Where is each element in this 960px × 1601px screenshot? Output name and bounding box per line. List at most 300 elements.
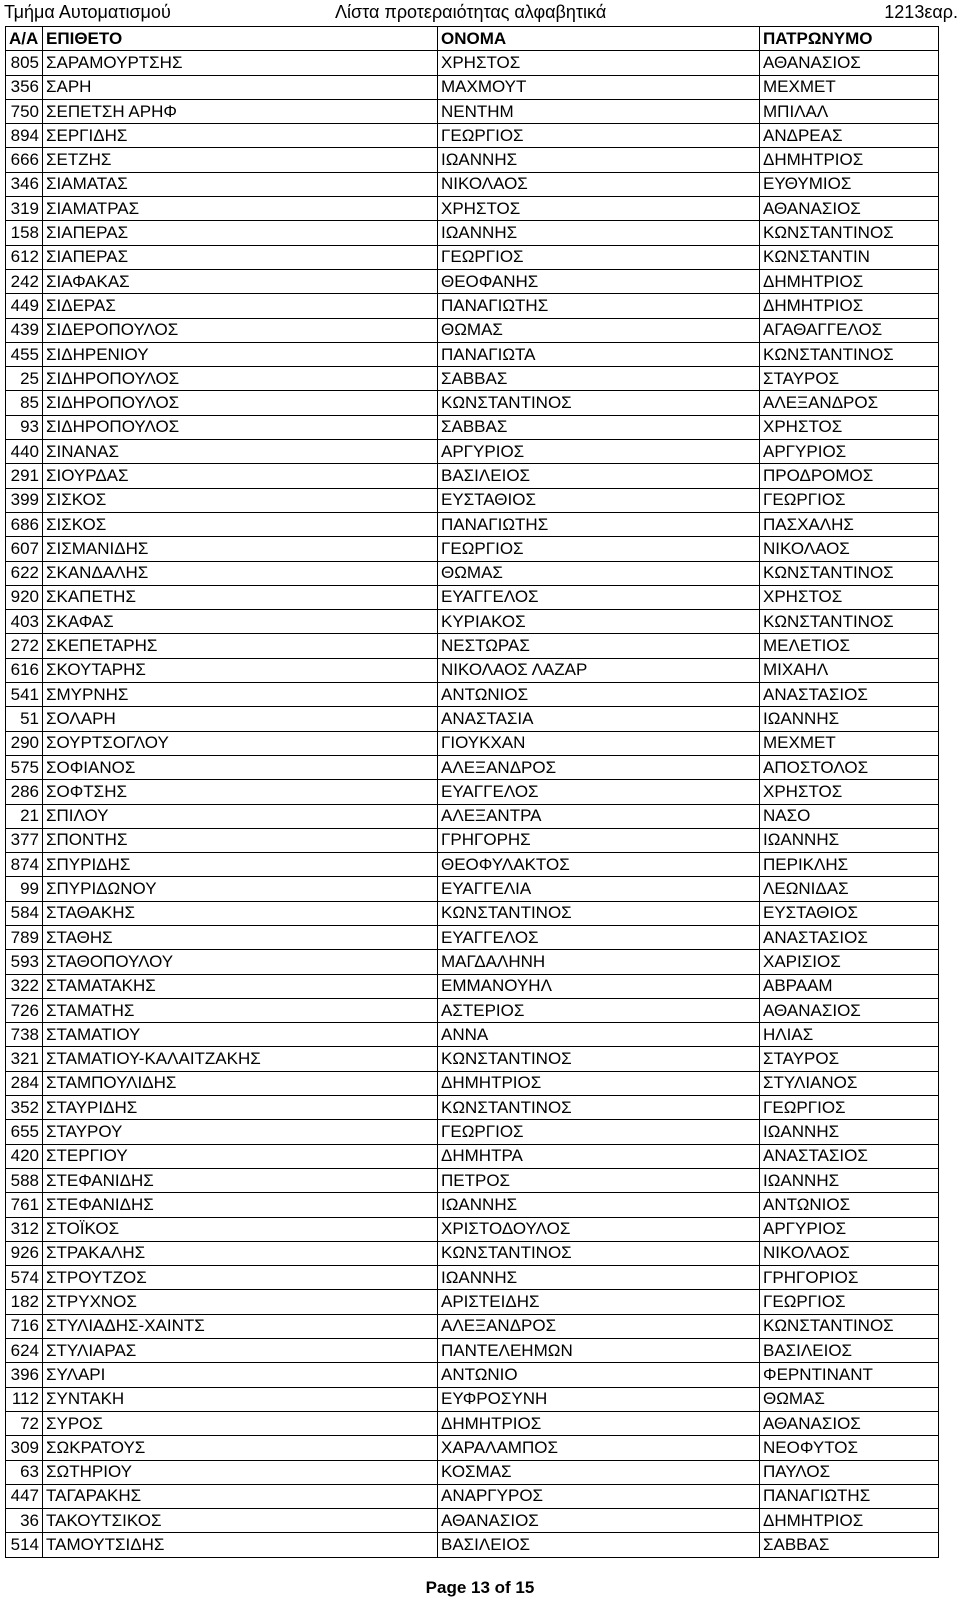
table-row bbox=[6, 1363, 939, 1387]
table-row bbox=[6, 99, 939, 123]
surname-cell: ΣΙΔΕΡΑΣ bbox=[43, 294, 438, 318]
fathers-name-cell: ΝΑΣΟ bbox=[760, 804, 939, 828]
table-row bbox=[6, 610, 939, 634]
table-row bbox=[6, 731, 939, 755]
row-number-cell: 584 bbox=[6, 901, 43, 925]
first-name-cell: ΠΑΝΑΓΙΩΤΑ bbox=[438, 342, 760, 366]
fathers-name-cell: ΔΗΜΗΤΡΙΟΣ bbox=[760, 148, 939, 172]
row-number-cell: 439 bbox=[6, 318, 43, 342]
table-row bbox=[6, 440, 939, 464]
fathers-name-cell: ΔΗΜΗΤΡΙΟΣ bbox=[760, 294, 939, 318]
row-number-cell: 396 bbox=[6, 1363, 43, 1387]
surname-cell: ΣΙΑΠΕΡΑΣ bbox=[43, 221, 438, 245]
surname-cell: ΣΩΤΗΡΙΟΥ bbox=[43, 1460, 438, 1484]
first-name-cell: ΑΣΤΕΡΙΟΣ bbox=[438, 998, 760, 1022]
first-name-cell: ΜΑΓΔΑΛΗΝΗ bbox=[438, 950, 760, 974]
first-name-cell: ΠΑΝΑΓΙΩΤΗΣ bbox=[438, 512, 760, 536]
first-name-cell: ΙΩΑΝΝΗΣ bbox=[438, 1266, 760, 1290]
surname-cell: ΣΙΟΥΡΔΑΣ bbox=[43, 464, 438, 488]
surname-cell: ΣΙΑΠΕΡΑΣ bbox=[43, 245, 438, 269]
first-name-cell: ΜΑΧΜΟΥΤ bbox=[438, 75, 760, 99]
surname-cell: ΣΟΦΤΣΗΣ bbox=[43, 780, 438, 804]
table-row bbox=[6, 1193, 939, 1217]
table-row bbox=[6, 1290, 939, 1314]
row-number-cell: 449 bbox=[6, 294, 43, 318]
surname-cell: ΣΚΟΥΤΑΡΗΣ bbox=[43, 658, 438, 682]
row-number-cell: 420 bbox=[6, 1144, 43, 1168]
first-name-cell: ΘΕΟΦΑΝΗΣ bbox=[438, 269, 760, 293]
fathers-name-cell: ΑΝΑΣΤΑΣΙΟΣ bbox=[760, 925, 939, 949]
row-number-cell: 874 bbox=[6, 853, 43, 877]
row-number-cell: 356 bbox=[6, 75, 43, 99]
table-row bbox=[6, 950, 939, 974]
row-number-cell: 112 bbox=[6, 1387, 43, 1411]
surname-cell: ΣΤΑΜΠΟΥΛΙΔΗΣ bbox=[43, 1071, 438, 1095]
fathers-name-cell: ΑΡΓΥΡΙΟΣ bbox=[760, 440, 939, 464]
row-number-cell: 85 bbox=[6, 391, 43, 415]
row-number-cell: 726 bbox=[6, 998, 43, 1022]
fathers-name-cell: ΛΕΩΝΙΔΑΣ bbox=[760, 877, 939, 901]
table-row bbox=[6, 318, 939, 342]
first-name-cell: ΑΛΕΞΑΝΔΡΟΣ bbox=[438, 755, 760, 779]
priority-list-table bbox=[5, 26, 939, 1558]
surname-cell: ΣΙΑΜΑΤΑΣ bbox=[43, 172, 438, 196]
first-name-cell: ΑΛΕΞΑΝΔΡΟΣ bbox=[438, 1314, 760, 1338]
first-name-cell: ΔΗΜΗΤΡΑ bbox=[438, 1144, 760, 1168]
table-row bbox=[6, 537, 939, 561]
table-row bbox=[6, 391, 939, 415]
row-number-cell: 612 bbox=[6, 245, 43, 269]
surname-cell: ΣΥΡΟΣ bbox=[43, 1411, 438, 1435]
surname-cell: ΣΚΕΠΕΤΑΡΗΣ bbox=[43, 634, 438, 658]
row-number-cell: 322 bbox=[6, 974, 43, 998]
first-name-cell: ΕΥΑΓΓΕΛΟΣ bbox=[438, 780, 760, 804]
fathers-name-cell: ΧΡΗΣΤΟΣ bbox=[760, 780, 939, 804]
first-name-cell: ΑΝΑΣΤΑΣΙΑ bbox=[438, 707, 760, 731]
table-header-row bbox=[6, 27, 939, 51]
surname-cell: ΣΙΣΚΟΣ bbox=[43, 512, 438, 536]
row-number-cell: 455 bbox=[6, 342, 43, 366]
surname-cell: ΣΙΑΦΑΚΑΣ bbox=[43, 269, 438, 293]
surname-cell: ΣΙΝΑΝΑΣ bbox=[43, 440, 438, 464]
first-name-cell: ΕΜΜΑΝΟΥΗΛ bbox=[438, 974, 760, 998]
row-number-cell: 622 bbox=[6, 561, 43, 585]
first-name-cell: ΔΗΜΗΤΡΙΟΣ bbox=[438, 1411, 760, 1435]
column-header-surname: ΕΠΙΘΕΤΟ bbox=[43, 27, 438, 51]
table-row bbox=[6, 1436, 939, 1460]
first-name-cell: ΝΕΝΤΗΜ bbox=[438, 99, 760, 123]
table-row bbox=[6, 1339, 939, 1363]
fathers-name-cell: ΙΩΑΝΝΗΣ bbox=[760, 707, 939, 731]
first-name-cell: ΑΛΕΞΑΝΤΡΑ bbox=[438, 804, 760, 828]
surname-cell: ΣΕΤΖΗΣ bbox=[43, 148, 438, 172]
table-row bbox=[6, 804, 939, 828]
table-row bbox=[6, 488, 939, 512]
fathers-name-cell: ΜΙΧΑΗΛ bbox=[760, 658, 939, 682]
first-name-cell: ΒΑΣΙΛΕΙΟΣ bbox=[438, 464, 760, 488]
first-name-cell: ΑΝΝΑ bbox=[438, 1023, 760, 1047]
table-row bbox=[6, 367, 939, 391]
row-number-cell: 93 bbox=[6, 415, 43, 439]
table-row bbox=[6, 1071, 939, 1095]
fathers-name-cell: ΙΩΑΝΝΗΣ bbox=[760, 828, 939, 852]
first-name-cell: ΔΗΜΗΤΡΙΟΣ bbox=[438, 1071, 760, 1095]
row-number-cell: 25 bbox=[6, 367, 43, 391]
fathers-name-cell: ΒΑΣΙΛΕΙΟΣ bbox=[760, 1339, 939, 1363]
first-name-cell: ΚΟΣΜΑΣ bbox=[438, 1460, 760, 1484]
row-number-cell: 377 bbox=[6, 828, 43, 852]
surname-cell: ΣΜΥΡΝΗΣ bbox=[43, 683, 438, 707]
table-row bbox=[6, 683, 939, 707]
surname-cell: ΣΙΔΗΡΟΠΟΥΛΟΣ bbox=[43, 367, 438, 391]
fathers-name-cell: ΚΩΝΣΤΑΝΤΙΝΟΣ bbox=[760, 221, 939, 245]
row-number-cell: 72 bbox=[6, 1411, 43, 1435]
fathers-name-cell: ΓΕΩΡΓΙΟΣ bbox=[760, 1290, 939, 1314]
first-name-cell: ΚΩΝΣΤΑΝΤΙΝΟΣ bbox=[438, 901, 760, 925]
table-row bbox=[6, 172, 939, 196]
fathers-name-cell: ΕΥΘΥΜΙΟΣ bbox=[760, 172, 939, 196]
table-row bbox=[6, 853, 939, 877]
table-row bbox=[6, 294, 939, 318]
table-row bbox=[6, 464, 939, 488]
surname-cell: ΣΤΥΛΙΑΔΗΣ-ΧΑΙΝΤΣ bbox=[43, 1314, 438, 1338]
table-body bbox=[6, 51, 939, 1557]
table-row bbox=[6, 1168, 939, 1192]
page-header bbox=[0, 0, 960, 26]
row-number-cell: 920 bbox=[6, 585, 43, 609]
fathers-name-cell: ΑΘΑΝΑΣΙΟΣ bbox=[760, 51, 939, 75]
table-row bbox=[6, 245, 939, 269]
table-row bbox=[6, 925, 939, 949]
row-number-cell: 99 bbox=[6, 877, 43, 901]
surname-cell: ΣΤΡΟΥΤΖΟΣ bbox=[43, 1266, 438, 1290]
surname-cell: ΣΠΥΡΙΔΗΣ bbox=[43, 853, 438, 877]
fathers-name-cell: ΕΥΣΤΑΘΙΟΣ bbox=[760, 901, 939, 925]
surname-cell: ΤΑΜΟΥΤΣΙΔΗΣ bbox=[43, 1533, 438, 1557]
row-number-cell: 655 bbox=[6, 1120, 43, 1144]
fathers-name-cell: ΑΘΑΝΑΣΙΟΣ bbox=[760, 197, 939, 221]
first-name-cell: ΚΥΡΙΑΚΟΣ bbox=[438, 610, 760, 634]
fathers-name-cell: ΠΑΥΛΟΣ bbox=[760, 1460, 939, 1484]
surname-cell: ΣΑΡΑΜΟΥΡΤΣΗΣ bbox=[43, 51, 438, 75]
row-number-cell: 182 bbox=[6, 1290, 43, 1314]
fathers-name-cell: ΑΝΔΡΕΑΣ bbox=[760, 124, 939, 148]
surname-cell: ΣΕΠΕΤΣΗ ΑΡΗΦ bbox=[43, 99, 438, 123]
row-number-cell: 403 bbox=[6, 610, 43, 634]
first-name-cell: ΧΑΡΑΛΑΜΠΟΣ bbox=[438, 1436, 760, 1460]
table-row bbox=[6, 634, 939, 658]
fathers-name-cell: ΗΛΙΑΣ bbox=[760, 1023, 939, 1047]
row-number-cell: 607 bbox=[6, 537, 43, 561]
first-name-cell: ΑΝΤΩΝΙΟΣ bbox=[438, 683, 760, 707]
fathers-name-cell: ΠΡΟΔΡΟΜΟΣ bbox=[760, 464, 939, 488]
row-number-cell: 284 bbox=[6, 1071, 43, 1095]
fathers-name-cell: ΠΕΡΙΚΛΗΣ bbox=[760, 853, 939, 877]
row-number-cell: 805 bbox=[6, 51, 43, 75]
first-name-cell: ΕΥΦΡΟΣΥΝΗ bbox=[438, 1387, 760, 1411]
table-row bbox=[6, 1314, 939, 1338]
fathers-name-cell: ΚΩΝΣΤΑΝΤΙΝ bbox=[760, 245, 939, 269]
first-name-cell: ΙΩΑΝΝΗΣ bbox=[438, 221, 760, 245]
table-row bbox=[6, 1460, 939, 1484]
surname-cell: ΣΤΟΪΚΟΣ bbox=[43, 1217, 438, 1241]
fathers-name-cell: ΔΗΜΗΤΡΙΟΣ bbox=[760, 1509, 939, 1533]
surname-cell: ΣΥΛΑΡΙ bbox=[43, 1363, 438, 1387]
fathers-name-cell: ΑΒΡΑΑΜ bbox=[760, 974, 939, 998]
table-row bbox=[6, 901, 939, 925]
fathers-name-cell: ΝΙΚΟΛΑΟΣ bbox=[760, 1241, 939, 1265]
table-row bbox=[6, 148, 939, 172]
row-number-cell: 738 bbox=[6, 1023, 43, 1047]
row-number-cell: 750 bbox=[6, 99, 43, 123]
surname-cell: ΣΙΣΜΑΝΙΔΗΣ bbox=[43, 537, 438, 561]
fathers-name-cell: ΜΠΙΛΑΛ bbox=[760, 99, 939, 123]
row-number-cell: 272 bbox=[6, 634, 43, 658]
row-number-cell: 666 bbox=[6, 148, 43, 172]
fathers-name-cell: ΑΠΟΣΤΟΛΟΣ bbox=[760, 755, 939, 779]
table-row bbox=[6, 415, 939, 439]
row-number-cell: 624 bbox=[6, 1339, 43, 1363]
department-name: Τμήμα Αυτοματισμού bbox=[4, 2, 171, 22]
surname-cell: ΣΙΔΕΡΟΠΟΥΛΟΣ bbox=[43, 318, 438, 342]
fathers-name-cell: ΑΘΑΝΑΣΙΟΣ bbox=[760, 998, 939, 1022]
row-number-cell: 290 bbox=[6, 731, 43, 755]
row-number-cell: 321 bbox=[6, 1047, 43, 1071]
row-number-cell: 309 bbox=[6, 1436, 43, 1460]
first-name-cell: ΑΡΓΥΡΙΟΣ bbox=[438, 440, 760, 464]
table-row bbox=[6, 1241, 939, 1265]
first-name-cell: ΠΕΤΡΟΣ bbox=[438, 1168, 760, 1192]
table-row bbox=[6, 269, 939, 293]
surname-cell: ΣΤΕΡΓΙΟΥ bbox=[43, 1144, 438, 1168]
table-row bbox=[6, 828, 939, 852]
first-name-cell: ΓΕΩΡΓΙΟΣ bbox=[438, 537, 760, 561]
fathers-name-cell: ΚΩΝΣΤΑΝΤΙΝΟΣ bbox=[760, 610, 939, 634]
row-number-cell: 242 bbox=[6, 269, 43, 293]
surname-cell: ΣΤΑΘΗΣ bbox=[43, 925, 438, 949]
row-number-cell: 541 bbox=[6, 683, 43, 707]
surname-cell: ΣΩΚΡΑΤΟΥΣ bbox=[43, 1436, 438, 1460]
fathers-name-cell: ΧΑΡΙΣΙΟΣ bbox=[760, 950, 939, 974]
first-name-cell: ΓΕΩΡΓΙΟΣ bbox=[438, 124, 760, 148]
surname-cell: ΤΑΚΟΥΤΣΙΚΟΣ bbox=[43, 1509, 438, 1533]
table-row bbox=[6, 1144, 939, 1168]
first-name-cell: ΣΑΒΒΑΣ bbox=[438, 367, 760, 391]
row-number-cell: 789 bbox=[6, 925, 43, 949]
first-name-cell: ΓΡΗΓΟΡΗΣ bbox=[438, 828, 760, 852]
row-number-cell: 291 bbox=[6, 464, 43, 488]
table-row bbox=[6, 1266, 939, 1290]
first-name-cell: ΣΑΒΒΑΣ bbox=[438, 415, 760, 439]
first-name-cell: ΝΕΣΤΩΡΑΣ bbox=[438, 634, 760, 658]
first-name-cell: ΓΕΩΡΓΙΟΣ bbox=[438, 245, 760, 269]
fathers-name-cell: ΘΩΜΑΣ bbox=[760, 1387, 939, 1411]
surname-cell: ΣΕΡΓΙΔΗΣ bbox=[43, 124, 438, 148]
fathers-name-cell: ΔΗΜΗΤΡΙΟΣ bbox=[760, 269, 939, 293]
surname-cell: ΣΟΛΑΡΗ bbox=[43, 707, 438, 731]
row-number-cell: 588 bbox=[6, 1168, 43, 1192]
table-row bbox=[6, 561, 939, 585]
fathers-name-cell: ΜΕΛΕΤΙΟΣ bbox=[760, 634, 939, 658]
surname-cell: ΣΙΣΚΟΣ bbox=[43, 488, 438, 512]
table-row bbox=[6, 755, 939, 779]
fathers-name-cell: ΑΘΑΝΑΣΙΟΣ bbox=[760, 1411, 939, 1435]
first-name-cell: ΧΡΙΣΤΟΔΟΥΛΟΣ bbox=[438, 1217, 760, 1241]
first-name-cell: ΕΥΣΤΑΘΙΟΣ bbox=[438, 488, 760, 512]
surname-cell: ΣΤΑΘΟΠΟΥΛΟΥ bbox=[43, 950, 438, 974]
row-number-cell: 575 bbox=[6, 755, 43, 779]
table-row bbox=[6, 51, 939, 75]
fathers-name-cell: ΓΕΩΡΓΙΟΣ bbox=[760, 1096, 939, 1120]
row-number-cell: 447 bbox=[6, 1484, 43, 1508]
surname-cell: ΤΑΓΑΡΑΚΗΣ bbox=[43, 1484, 438, 1508]
row-number-cell: 440 bbox=[6, 440, 43, 464]
page-number: Page 13 of 15 bbox=[425, 1578, 535, 1597]
surname-cell: ΣΤΑΜΑΤΙΟΥ-ΚΑΛΑΙΤΖΑΚΗΣ bbox=[43, 1047, 438, 1071]
row-number-cell: 319 bbox=[6, 197, 43, 221]
row-number-cell: 312 bbox=[6, 1217, 43, 1241]
first-name-cell: ΚΩΝΣΤΑΝΤΙΝΟΣ bbox=[438, 1241, 760, 1265]
fathers-name-cell: ΑΡΓΥΡΙΟΣ bbox=[760, 1217, 939, 1241]
surname-cell: ΣΠΙΛΟΥ bbox=[43, 804, 438, 828]
first-name-cell: ΕΥΑΓΓΕΛΙΑ bbox=[438, 877, 760, 901]
surname-cell: ΣΤΑΥΡΟΥ bbox=[43, 1120, 438, 1144]
first-name-cell: ΚΩΝΣΤΑΝΤΙΝΟΣ bbox=[438, 1096, 760, 1120]
fathers-name-cell: ΓΡΗΓΟΡΙΟΣ bbox=[760, 1266, 939, 1290]
fathers-name-cell: ΣΤΑΥΡΟΣ bbox=[760, 1047, 939, 1071]
first-name-cell: ΕΥΑΓΓΕΛΟΣ bbox=[438, 585, 760, 609]
surname-cell: ΣΤΥΛΙΑΡΑΣ bbox=[43, 1339, 438, 1363]
first-name-cell: ΧΡΗΣΤΟΣ bbox=[438, 197, 760, 221]
surname-cell: ΣΑΡΗ bbox=[43, 75, 438, 99]
surname-cell: ΣΙΔΗΡΟΠΟΥΛΟΣ bbox=[43, 391, 438, 415]
fathers-name-cell: ΝΕΟΦΥΤΟΣ bbox=[760, 1436, 939, 1460]
table-row bbox=[6, 1411, 939, 1435]
surname-cell: ΣΤΡΑΚΑΛΗΣ bbox=[43, 1241, 438, 1265]
row-number-cell: 686 bbox=[6, 512, 43, 536]
fathers-name-cell: ΣΑΒΒΑΣ bbox=[760, 1533, 939, 1557]
table-row bbox=[6, 585, 939, 609]
surname-cell: ΣΤΑΥΡΙΔΗΣ bbox=[43, 1096, 438, 1120]
row-number-cell: 352 bbox=[6, 1096, 43, 1120]
first-name-cell: ΙΩΑΝΝΗΣ bbox=[438, 148, 760, 172]
fathers-name-cell: ΙΩΑΝΝΗΣ bbox=[760, 1168, 939, 1192]
fathers-name-cell: ΜΕΧΜΕΤ bbox=[760, 75, 939, 99]
fathers-name-cell: ΓΕΩΡΓΙΟΣ bbox=[760, 488, 939, 512]
table-row bbox=[6, 1217, 939, 1241]
fathers-name-cell: ΝΙΚΟΛΑΟΣ bbox=[760, 537, 939, 561]
first-name-cell: ΝΙΚΟΛΑΟΣ ΛΑΖΑΡ bbox=[438, 658, 760, 682]
first-name-cell: ΠΑΝΑΓΙΩΤΗΣ bbox=[438, 294, 760, 318]
surname-cell: ΣΤΑΜΑΤΑΚΗΣ bbox=[43, 974, 438, 998]
surname-cell: ΣΙΑΜΑΤΡΑΣ bbox=[43, 197, 438, 221]
fathers-name-cell: ΑΛΕΞΑΝΔΡΟΣ bbox=[760, 391, 939, 415]
table-row bbox=[6, 658, 939, 682]
column-header-fathers-name: ΠΑΤΡΩΝΥΜΟ bbox=[760, 27, 939, 51]
row-number-cell: 51 bbox=[6, 707, 43, 731]
table-row bbox=[6, 1096, 939, 1120]
surname-cell: ΣΠΟΝΤΗΣ bbox=[43, 828, 438, 852]
first-name-cell: ΠΑΝΤΕΛΕΗΜΩΝ bbox=[438, 1339, 760, 1363]
surname-cell: ΣΤΡΥΧΝΟΣ bbox=[43, 1290, 438, 1314]
fathers-name-cell: ΠΑΣΧΑΛΗΣ bbox=[760, 512, 939, 536]
fathers-name-cell: ΣΤΥΛΙΑΝΟΣ bbox=[760, 1071, 939, 1095]
surname-cell: ΣΙΔΗΡΕΝΙΟΥ bbox=[43, 342, 438, 366]
fathers-name-cell: ΚΩΝΣΤΑΝΤΙΝΟΣ bbox=[760, 1314, 939, 1338]
surname-cell: ΣΚΑΦΑΣ bbox=[43, 610, 438, 634]
row-number-cell: 36 bbox=[6, 1509, 43, 1533]
semester-label: 1213εαρ. bbox=[884, 2, 958, 22]
row-number-cell: 761 bbox=[6, 1193, 43, 1217]
surname-cell: ΣΚΑΠΕΤΗΣ bbox=[43, 585, 438, 609]
first-name-cell: ΓΙΟΥΚΧΑΝ bbox=[438, 731, 760, 755]
fathers-name-cell: ΚΩΝΣΤΑΝΤΙΝΟΣ bbox=[760, 342, 939, 366]
row-number-cell: 399 bbox=[6, 488, 43, 512]
table-row bbox=[6, 342, 939, 366]
table-row bbox=[6, 221, 939, 245]
surname-cell: ΣΤΕΦΑΝΙΔΗΣ bbox=[43, 1168, 438, 1192]
column-header-first-name: ΟΝΟΜΑ bbox=[438, 27, 760, 51]
first-name-cell: ΙΩΑΝΝΗΣ bbox=[438, 1193, 760, 1217]
surname-cell: ΣΤΑΜΑΤΗΣ bbox=[43, 998, 438, 1022]
first-name-cell: ΑΘΑΝΑΣΙΟΣ bbox=[438, 1509, 760, 1533]
row-number-cell: 574 bbox=[6, 1266, 43, 1290]
table-row bbox=[6, 707, 939, 731]
table-row bbox=[6, 1533, 939, 1557]
fathers-name-cell: ΧΡΗΣΤΟΣ bbox=[760, 415, 939, 439]
surname-cell: ΣΟΥΡΤΣΟΓΛΟΥ bbox=[43, 731, 438, 755]
fathers-name-cell: ΠΑΝΑΓΙΩΤΗΣ bbox=[760, 1484, 939, 1508]
surname-cell: ΣΠΥΡΙΔΩΝΟΥ bbox=[43, 877, 438, 901]
table-row bbox=[6, 1387, 939, 1411]
surname-cell: ΣΟΦΙΑΝΟΣ bbox=[43, 755, 438, 779]
row-number-cell: 346 bbox=[6, 172, 43, 196]
fathers-name-cell: ΑΝΑΣΤΑΣΙΟΣ bbox=[760, 683, 939, 707]
fathers-name-cell: ΧΡΗΣΤΟΣ bbox=[760, 585, 939, 609]
fathers-name-cell: ΚΩΝΣΤΑΝΤΙΝΟΣ bbox=[760, 561, 939, 585]
table-row bbox=[6, 1509, 939, 1533]
row-number-cell: 286 bbox=[6, 780, 43, 804]
first-name-cell: ΝΙΚΟΛΑΟΣ bbox=[438, 172, 760, 196]
first-name-cell: ΑΝΤΩΝΙΟ bbox=[438, 1363, 760, 1387]
surname-cell: ΣΥΝΤΑΚΗ bbox=[43, 1387, 438, 1411]
surname-cell: ΣΤΑΘΑΚΗΣ bbox=[43, 901, 438, 925]
fathers-name-cell: ΑΝΤΩΝΙΟΣ bbox=[760, 1193, 939, 1217]
table-row bbox=[6, 877, 939, 901]
table-row bbox=[6, 974, 939, 998]
first-name-cell: ΚΩΝΣΤΑΝΤΙΝΟΣ bbox=[438, 1047, 760, 1071]
first-name-cell: ΓΕΩΡΓΙΟΣ bbox=[438, 1120, 760, 1144]
fathers-name-cell: ΣΤΑΥΡΟΣ bbox=[760, 367, 939, 391]
table-row bbox=[6, 124, 939, 148]
table-row bbox=[6, 512, 939, 536]
row-number-cell: 716 bbox=[6, 1314, 43, 1338]
first-name-cell: ΧΡΗΣΤΟΣ bbox=[438, 51, 760, 75]
first-name-cell: ΒΑΣΙΛΕΙΟΣ bbox=[438, 1533, 760, 1557]
row-number-cell: 514 bbox=[6, 1533, 43, 1557]
row-number-cell: 926 bbox=[6, 1241, 43, 1265]
table-row bbox=[6, 197, 939, 221]
row-number-cell: 616 bbox=[6, 658, 43, 682]
first-name-cell: ΘΕΟΦΥΛΑΚΤΟΣ bbox=[438, 853, 760, 877]
document-title: Λίστα προτεραιότητας αλφαβητικά bbox=[335, 2, 607, 22]
surname-cell: ΣΤΕΦΑΝΙΔΗΣ bbox=[43, 1193, 438, 1217]
first-name-cell: ΕΥΑΓΓΕΛΟΣ bbox=[438, 925, 760, 949]
row-number-cell: 894 bbox=[6, 124, 43, 148]
column-header-number: Α/Α bbox=[6, 27, 43, 51]
surname-cell: ΣΚΑΝΔΑΛΗΣ bbox=[43, 561, 438, 585]
table-row bbox=[6, 1047, 939, 1071]
